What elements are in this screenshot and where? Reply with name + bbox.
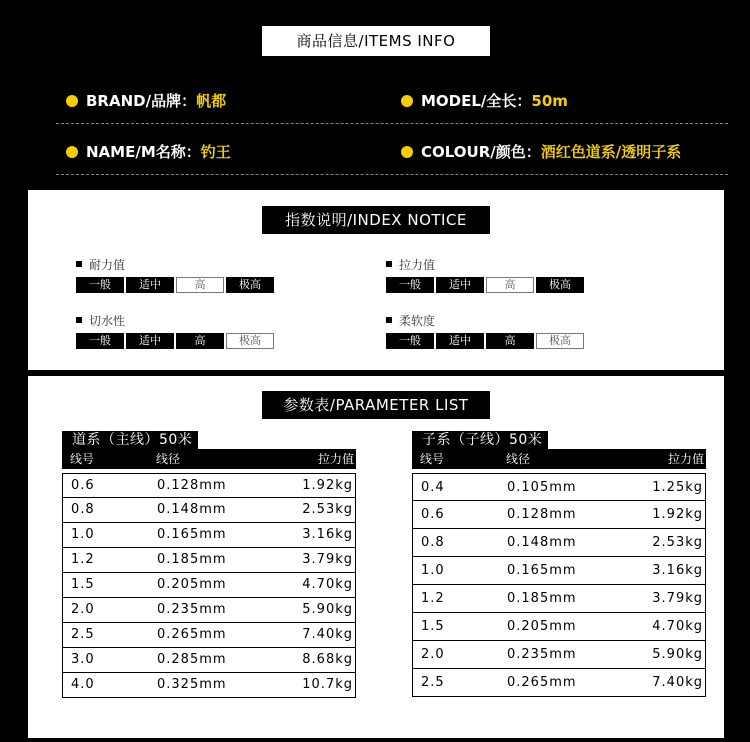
brand-info: [66, 86, 226, 116]
table-row: [412, 473, 706, 501]
header-diameter: 线径: [156, 452, 181, 466]
cell-tension: 1.25kg: [652, 480, 703, 495]
cell-line-number: 1.0: [71, 527, 95, 542]
cell-line-number: 0.8: [71, 502, 95, 517]
cell-line-number: 0.8: [421, 535, 445, 550]
bullet-dot-icon: [66, 146, 78, 158]
cell-tension: 8.68kg: [302, 652, 353, 667]
table-header: [62, 449, 356, 469]
bullet-dot-icon: [401, 95, 413, 107]
index-scale: [76, 277, 276, 293]
cell-line-number: 2.0: [421, 647, 445, 662]
index-level-cell: 一般: [76, 277, 124, 293]
index-group-label: [386, 312, 586, 330]
cell-diameter: 0.205mm: [157, 577, 227, 592]
cell-diameter: 0.235mm: [157, 602, 227, 617]
cell-tension: 1.92kg: [302, 478, 353, 493]
index-group-label-text: 柔软度: [399, 314, 436, 328]
cell-line-number: 1.2: [71, 552, 95, 567]
square-bullet-icon: [386, 317, 392, 323]
sub-line-table: [412, 429, 706, 697]
table-row: [412, 585, 706, 613]
index-group: [76, 312, 276, 349]
cell-tension: 5.90kg: [302, 602, 353, 617]
index-group-label-text: 切水性: [89, 314, 126, 328]
main-line-rows: [62, 473, 356, 698]
index-group: [386, 256, 586, 293]
cell-line-number: 1.5: [421, 619, 445, 634]
info-row-2: [0, 137, 750, 167]
divider-dashed: [56, 123, 728, 124]
square-bullet-icon: [76, 261, 82, 267]
table-row: [62, 573, 356, 598]
cell-tension: 5.90kg: [652, 647, 703, 662]
cell-tension: 3.16kg: [302, 527, 353, 542]
index-level-cell: 适中: [126, 277, 174, 293]
table-row: [62, 648, 356, 673]
cell-diameter: 0.185mm: [507, 591, 577, 606]
table-row: [62, 473, 356, 498]
table-row: [412, 641, 706, 669]
model-value: 50m: [531, 92, 568, 110]
sub-line-title: 子系（子线）50米: [412, 431, 548, 449]
bullet-dot-icon: [401, 146, 413, 158]
cell-line-number: 2.0: [71, 602, 95, 617]
sub-line-rows: [412, 473, 706, 697]
cell-line-number: 1.0: [421, 563, 445, 578]
table-row: [412, 501, 706, 529]
index-group-label: [76, 256, 276, 274]
index-level-cell: 极高: [536, 333, 584, 349]
header-tension: 拉力值: [667, 452, 704, 466]
header-tension: 拉力值: [317, 452, 354, 466]
cell-tension: 7.40kg: [652, 675, 703, 690]
cell-diameter: 0.148mm: [507, 535, 577, 550]
cell-diameter: 0.265mm: [157, 627, 227, 642]
index-group: [76, 256, 276, 293]
main-line-table: [62, 429, 356, 698]
header-line-number: 线号: [70, 452, 95, 466]
index-level-cell: 极高: [226, 333, 274, 349]
index-group-label-text: 耐力值: [89, 258, 126, 272]
cell-tension: 7.40kg: [302, 627, 353, 642]
cell-diameter: 0.265mm: [507, 675, 577, 690]
index-group: [386, 312, 586, 349]
cell-tension: 4.70kg: [302, 577, 353, 592]
cell-tension: 2.53kg: [302, 502, 353, 517]
index-level-cell: 高: [486, 277, 534, 293]
cell-tension: 1.92kg: [652, 507, 703, 522]
cell-tension: 2.53kg: [652, 535, 703, 550]
index-level-cell: 适中: [126, 333, 174, 349]
cell-diameter: 0.235mm: [507, 647, 577, 662]
table-row: [412, 613, 706, 641]
index-level-cell: 高: [486, 333, 534, 349]
table-row: [62, 548, 356, 573]
cell-line-number: 1.5: [71, 577, 95, 592]
index-group-label: [386, 256, 586, 274]
table-row: [412, 669, 706, 697]
table-row: [62, 498, 356, 523]
table-header: [412, 449, 706, 469]
cell-line-number: 4.0: [71, 677, 95, 692]
index-level-cell: 适中: [436, 277, 484, 293]
parameter-list-title: 参数表/PARAMETER LIST: [262, 391, 490, 419]
bullet-dot-icon: [66, 95, 78, 107]
cell-diameter: 0.105mm: [507, 480, 577, 495]
index-level-cell: 高: [176, 277, 224, 293]
cell-line-number: 3.0: [71, 652, 95, 667]
name-label: NAME/M名称：: [86, 143, 201, 161]
header-line-number: 线号: [420, 452, 445, 466]
cell-tension: 4.70kg: [652, 619, 703, 634]
index-group-label: [76, 312, 276, 330]
divider-dashed: [56, 174, 728, 175]
model-label: MODEL/全长：: [421, 92, 532, 110]
main-line-title: 道系（主线）50米: [62, 431, 198, 449]
info-row-1: [0, 86, 750, 116]
cell-line-number: 1.2: [421, 591, 445, 606]
cell-tension: 3.79kg: [302, 552, 353, 567]
cell-line-number: 2.5: [421, 675, 445, 690]
index-level-cell: 高: [176, 333, 224, 349]
brand-label: BRAND/品牌：: [86, 92, 197, 110]
table-row: [412, 529, 706, 557]
index-level-cell: 极高: [226, 277, 274, 293]
header-diameter: 线径: [506, 452, 531, 466]
index-level-cell: 一般: [76, 333, 124, 349]
cell-diameter: 0.185mm: [157, 552, 227, 567]
cell-diameter: 0.128mm: [507, 507, 577, 522]
index-notice-title: 指数说明/INDEX NOTICE: [262, 206, 490, 234]
table-row: [62, 523, 356, 548]
table-row: [62, 673, 356, 698]
colour-info: [401, 137, 681, 167]
parameter-list-panel: [28, 376, 724, 738]
colour-value: 酒红色道系/透明子系: [540, 143, 682, 161]
index-scale: [386, 277, 586, 293]
cell-tension: 3.79kg: [652, 591, 703, 606]
index-level-cell: 一般: [386, 333, 434, 349]
items-info-title: 商品信息/ITEMS INFO: [262, 26, 490, 56]
cell-diameter: 0.205mm: [507, 619, 577, 634]
cell-line-number: 0.4: [421, 480, 445, 495]
cell-tension: 3.16kg: [652, 563, 703, 578]
cell-diameter: 0.325mm: [157, 677, 227, 692]
index-notice-panel: [28, 190, 724, 370]
cell-line-number: 0.6: [421, 507, 445, 522]
index-scale: [386, 333, 586, 349]
cell-diameter: 0.148mm: [157, 502, 227, 517]
table-row: [62, 598, 356, 623]
index-group-label-text: 拉力值: [399, 258, 436, 272]
square-bullet-icon: [76, 317, 82, 323]
cell-diameter: 0.165mm: [507, 563, 577, 578]
index-level-cell: 极高: [536, 277, 584, 293]
table-row: [412, 557, 706, 585]
name-value: 钓王: [200, 143, 231, 161]
colour-label: COLOUR/颜色：: [421, 143, 541, 161]
cell-line-number: 2.5: [71, 627, 95, 642]
cell-diameter: 0.165mm: [157, 527, 227, 542]
square-bullet-icon: [386, 261, 392, 267]
index-level-cell: 适中: [436, 333, 484, 349]
index-scale: [76, 333, 276, 349]
model-info: [401, 86, 568, 116]
table-row: [62, 623, 356, 648]
name-info: [66, 137, 231, 167]
cell-diameter: 0.128mm: [157, 478, 227, 493]
cell-tension: 10.7kg: [302, 677, 353, 692]
cell-diameter: 0.285mm: [157, 652, 227, 667]
cell-line-number: 0.6: [71, 478, 95, 493]
brand-value: 帆都: [196, 92, 227, 110]
index-level-cell: 一般: [386, 277, 434, 293]
